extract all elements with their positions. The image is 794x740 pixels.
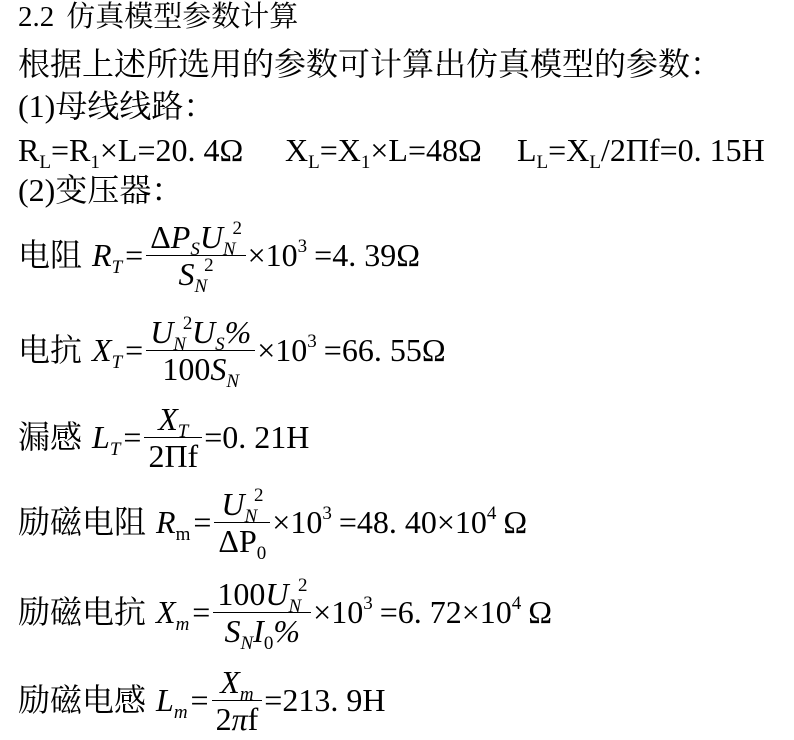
section-number: 2.2 <box>18 1 55 33</box>
capacity-sub-sup <box>194 254 214 297</box>
denominator <box>144 439 202 473</box>
denominator <box>220 612 304 654</box>
capacity-symbol: S <box>224 612 241 649</box>
multiplier: ×10 <box>247 237 298 273</box>
section-heading <box>18 0 298 34</box>
symbol-subscript: L <box>536 152 549 173</box>
percent-sign: % <box>273 612 300 649</box>
power-loss-symbol: P <box>170 218 191 255</box>
result-unit: Ω <box>503 504 528 540</box>
multiplier-exponent: 3 <box>297 236 308 257</box>
transformer-resistance-formula <box>18 215 420 295</box>
magnetizing-resistance-formula <box>18 482 527 562</box>
voltage-sub-sup <box>244 484 264 527</box>
fraction <box>214 484 270 564</box>
equals-sign: = <box>190 682 209 718</box>
capacity-subscript: N <box>194 275 208 297</box>
voltage-symbol: U <box>199 218 223 255</box>
formula-label: 电抗 <box>18 332 83 368</box>
factor-letter: X <box>337 132 361 168</box>
fraction <box>212 665 263 736</box>
no-load-current-subscript: 0 <box>263 632 274 654</box>
multiplier-and-result <box>248 238 420 272</box>
symbol-subscript: L <box>39 152 51 173</box>
transformer-heading: (2)变压器： <box>18 172 184 208</box>
frequency-symbol: f <box>247 700 259 737</box>
equals-sign: = <box>193 504 212 540</box>
multiplier-exponent: 3 <box>363 593 373 614</box>
factor-subscript: 1 <box>90 152 100 173</box>
no-load-current-symbol: I <box>253 612 264 649</box>
equals-sign: = <box>192 594 211 630</box>
voltage-subscript: N <box>244 505 258 527</box>
formula-label: 励磁电感 <box>18 682 147 718</box>
symbol-letter: X <box>285 132 309 168</box>
capacity-subscript: N <box>240 632 254 654</box>
formula-symbol <box>156 682 188 723</box>
coefficient: 100 <box>217 575 266 612</box>
multiplier-and-result <box>272 505 527 539</box>
equals-sign: = <box>123 419 142 455</box>
formula-symbol <box>156 594 190 635</box>
result <box>264 683 385 717</box>
symbol-letter: R <box>92 237 112 273</box>
symbol-letter: L <box>156 682 174 718</box>
bus-resistance-equation <box>18 132 244 173</box>
symbol-letter: L <box>517 132 537 168</box>
equation-tail: /2Πf=0. 15H <box>600 132 765 168</box>
result-value: =0. 21H <box>204 419 310 455</box>
bus-line-equations <box>18 132 794 173</box>
formula-symbol <box>156 504 191 545</box>
equals-sign: = <box>125 332 144 368</box>
equation-tail: ×L=48Ω <box>370 132 482 168</box>
reactance-symbol: X <box>158 400 178 437</box>
voltage-subscript: N <box>222 238 236 260</box>
section-title: 仿真模型参数计算 <box>66 1 299 33</box>
denominator <box>214 522 270 564</box>
symbol-subscript: L <box>308 152 320 173</box>
factor-letter: R <box>69 132 91 168</box>
capacity-exponent: 2 <box>204 254 214 276</box>
symbol-subscript: T <box>109 439 121 460</box>
numerator <box>146 217 245 260</box>
numerator <box>216 663 257 705</box>
transformer-reactance-formula <box>18 310 446 390</box>
symbol-letter: R <box>156 504 176 540</box>
symbol-subscript: T <box>111 257 123 278</box>
fraction <box>146 217 245 297</box>
formula-symbol <box>92 237 123 278</box>
formula-label: 励磁电阻 <box>18 504 147 540</box>
multiplier-and-result <box>257 333 445 367</box>
numerator <box>146 312 255 355</box>
symbol-letter: X <box>156 594 176 630</box>
formula-label: 励磁电抗 <box>18 594 147 630</box>
formula-label: 漏感 <box>18 419 83 455</box>
formula-symbol <box>92 419 121 460</box>
intro-text: 根据上述所选用的参数可计算出仿真模型的参数： <box>18 46 723 82</box>
result-value: =66. 55Ω <box>323 332 446 368</box>
voltage-subscript: N <box>288 595 302 617</box>
fraction <box>213 574 311 654</box>
result-value: =6. 72×10 <box>379 594 512 630</box>
multiplier: ×10 <box>257 332 308 368</box>
transformer-leakage-inductance-formula <box>18 397 309 477</box>
short-circuit-voltage-subscript: S <box>215 333 225 355</box>
factor-subscript: 1 <box>360 152 371 173</box>
numerator <box>154 400 192 442</box>
multiplier: ×10 <box>313 594 364 630</box>
numerator <box>217 484 267 527</box>
factor-subscript: L <box>589 152 601 173</box>
multiplier-exponent: 3 <box>307 331 317 352</box>
equals-sign: = <box>125 237 144 273</box>
equals-sign: = <box>319 132 338 168</box>
equation-tail: ×L=20. 4Ω <box>99 132 244 168</box>
voltage-sub-sup <box>173 312 193 355</box>
bus-reactance-equation <box>285 132 482 173</box>
coefficient: 100 <box>162 350 211 387</box>
symbol-subscript: m <box>175 614 190 635</box>
result <box>204 420 309 454</box>
capacity-subscript: N <box>226 370 240 392</box>
reactance-subscript: m <box>239 683 254 705</box>
symbol-subscript: T <box>111 352 123 373</box>
voltage-exponent: 2 <box>182 312 193 334</box>
multiplier: ×10 <box>272 504 323 540</box>
result-value: =48. 40×10 <box>338 504 487 540</box>
denominator <box>212 702 263 736</box>
bus-inductance-equation <box>517 132 765 173</box>
result-value: =4. 39Ω <box>314 237 420 273</box>
equals-sign: = <box>548 132 567 168</box>
reactance-subscript: T <box>177 420 189 442</box>
voltage-subscript: N <box>173 333 186 355</box>
bus-line-heading: (1)母线线路： <box>18 88 216 124</box>
denominator <box>175 254 218 297</box>
voltage-symbol: U <box>265 575 289 612</box>
result-exponent: 4 <box>511 593 522 614</box>
delta-symbol: Δ <box>150 218 171 255</box>
percent-sign: % <box>224 313 252 350</box>
formula-label: 电阻 <box>18 237 83 273</box>
pi-symbol: π <box>231 700 248 737</box>
fraction <box>146 312 255 392</box>
symbol-letter: R <box>18 132 40 168</box>
voltage-symbol: U <box>221 485 245 522</box>
reactance-symbol: X <box>220 663 240 700</box>
voltage-exponent: 2 <box>254 484 264 506</box>
multiplier-exponent: 3 <box>322 503 332 524</box>
coefficient: 2 <box>215 700 232 737</box>
equals-sign: = <box>50 132 69 168</box>
symbol-letter: X <box>92 332 112 368</box>
multiplier-and-result <box>313 595 552 629</box>
result-exponent: 4 <box>486 503 497 524</box>
magnetizing-reactance-formula <box>18 572 552 652</box>
factor-letter: X <box>566 132 590 168</box>
symbol-subscript: m <box>173 702 188 723</box>
voltage-exponent: 2 <box>232 217 242 239</box>
symbol-subscript: m <box>175 524 191 545</box>
no-load-loss-subscript: 0 <box>256 542 267 564</box>
voltage-sub-sup <box>222 217 242 260</box>
voltage-symbol: U <box>150 313 174 350</box>
short-circuit-voltage-symbol: U <box>191 313 216 350</box>
symbol-letter: L <box>92 419 110 455</box>
numerator <box>213 574 311 617</box>
voltage-sub-sup <box>288 574 308 617</box>
denominator <box>158 350 243 392</box>
fraction <box>144 402 202 473</box>
angular-frequency-term: 2Πf <box>148 437 199 474</box>
formula-symbol <box>92 332 123 373</box>
capacity-symbol: S <box>178 255 195 292</box>
result-value: =213. 9H <box>264 682 386 718</box>
magnetizing-inductance-formula <box>18 660 385 740</box>
no-load-loss-symbol: ΔP <box>218 522 257 559</box>
capacity-symbol: S <box>210 350 227 387</box>
voltage-exponent: 2 <box>297 574 308 596</box>
result-unit: Ω <box>528 594 553 630</box>
power-loss-subscript: S <box>190 238 200 260</box>
